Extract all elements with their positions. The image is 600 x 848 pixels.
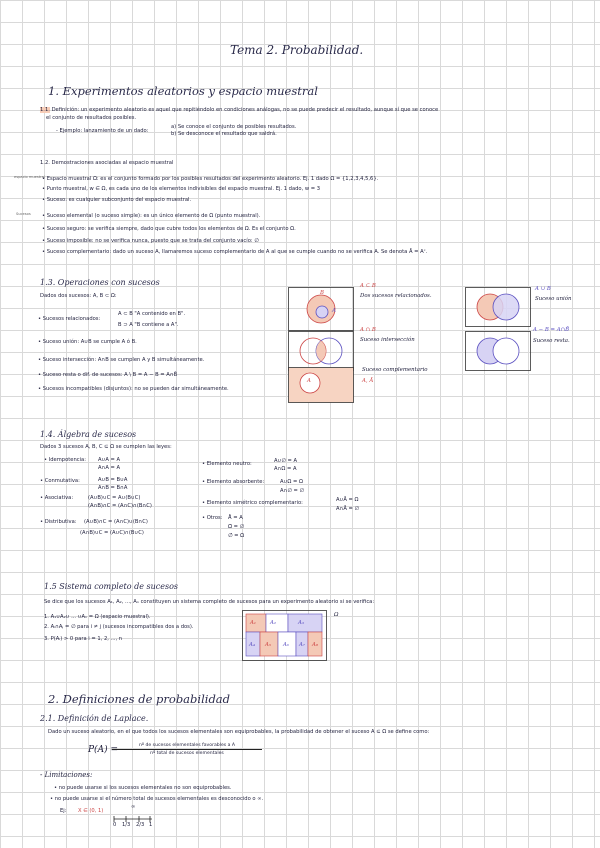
venn-caption-subset: A ⊂ B xyxy=(360,283,376,289)
partition-cell: A₃ xyxy=(298,620,305,626)
number-line-infinity: ∞ xyxy=(131,804,136,810)
subsection-1-2-heading: 1.2. Demostraciones asociadas al espacio muestral xyxy=(40,160,174,166)
subsection-2-1-heading xyxy=(40,714,148,723)
page-title: Tema 2. Probabilidad. xyxy=(230,43,364,57)
venn-caption-difference: Suceso resta. xyxy=(533,338,570,344)
venn-caption-union: Suceso unión xyxy=(535,296,572,302)
partition-cell: A₄ xyxy=(249,642,256,648)
algebra-intro: Dados 3 sucesos A, B, C ⊆ Ω se cumplen las leyes: xyxy=(40,444,172,450)
limitation-1: • no puede usarse si los sucesos elementales no son equiprobables. xyxy=(54,785,232,791)
venn-caption-difference-symbol: A − B = A∩B̄ xyxy=(533,327,570,333)
venn-complement-label-a: A xyxy=(307,378,311,384)
intersection-definition: • Suceso intersección: A∩B se cumplen A y B simultáneamente. xyxy=(38,357,205,363)
venn-caption-related: Dos sucesos relacionados. xyxy=(360,293,432,299)
law-distributive-2: (A∩B)∪C = (A∪C)∩(B∪C) xyxy=(80,530,144,536)
limitation-2: • no puede usarse si el número total de sucesos elementales es desconocido o ∞. xyxy=(50,796,264,802)
example-label: - Ejemplo: lanzamiento de un dado: xyxy=(56,128,149,134)
union-definition: • Suceso unión: A∪B se cumple A ó B. xyxy=(38,339,137,345)
definition-line-1: Definición: un experimento aleatorio es aquel que repitiéndolo en condiciones análogas, no se puede predecir el resultado, aunque sí que se conoce xyxy=(51,107,439,113)
list-item: • Suceso complementario: dado un suceso A, llamaremos suceso complementario de A al que se cumple cuando no se verifica A. Se denota Ā = Aᶜ. xyxy=(42,249,428,255)
laplace-numerator: nº de sucesos elementales favorables a A xyxy=(138,743,236,748)
law-associative-2: (A∩B)∩C = (A∩C)∩(B∩C) xyxy=(88,503,152,509)
example-b: b) Se desconoce el resultado que saldrá. xyxy=(171,131,277,137)
venn-intersection-diagram xyxy=(288,331,354,371)
law-commutative: • Conmutativa: xyxy=(40,478,80,484)
venn-complement-diagram xyxy=(288,367,354,403)
venn-union-diagram xyxy=(465,287,531,327)
law-absorbing-1: A∪Ω = Ω xyxy=(280,479,303,485)
law-associative: • Asociativa: xyxy=(40,495,74,501)
subsection-1-3-heading: 1.3. Operaciones con sucesos xyxy=(40,278,160,287)
venn-caption-complement: Suceso complementario xyxy=(362,367,428,373)
partition-omega-label: Ω xyxy=(334,612,339,618)
section-1-heading: 1. Experimentos aleatorios y espacio muestral xyxy=(48,84,318,98)
subsection-2-1-title: 2.1. Definición de Laplace. xyxy=(40,714,149,723)
list-item: • Suceso imposible: no se verifica nunca, puesto que se trata del conjunto vacío: ∅ xyxy=(42,238,259,244)
law-neutral-2: A∩Ω = A xyxy=(274,466,297,472)
number-line-tick: 1 xyxy=(149,822,153,828)
complete-system-condition-1: 1. A₁∪A₂∪ ... ∪Aₙ = Ω (espacio muestral). xyxy=(44,614,151,620)
law-others: • Otros: xyxy=(202,515,223,521)
partition-diagram xyxy=(242,610,332,662)
margin-note-sucesos: Sucesos xyxy=(16,212,31,216)
definition-line-2: el conjunto de resultados posibles. xyxy=(46,115,137,121)
law-associative-1: (A∪B)∪C = A∪(B∪C) xyxy=(88,495,141,501)
partition-cell: A₆ xyxy=(283,642,290,648)
venn-difference-diagram xyxy=(465,331,531,371)
law-absorbing: • Elemento absorbente: xyxy=(202,479,265,485)
law-neutral: • Elemento neutro: xyxy=(202,461,252,467)
list-item: • Punto muestral, w ∈ Ω, es cada uno de los elementos indivisibles del espacio muestral. Ej. 1 dado, w = 3 xyxy=(42,186,321,192)
partition-cell: A₂ xyxy=(270,620,277,626)
law-others-3: ∅̄ = Ω xyxy=(228,533,245,539)
law-symmetric-2: A∩Ā = ∅ xyxy=(336,506,360,512)
complete-system-intro: Se dice que los sucesos A₁, A₂, ..., Aₙ constituyen un sistema completo de sucesos para un experimento aleatorio si se verifica: xyxy=(44,599,375,605)
law-idempotence-1: A∪A = A xyxy=(98,457,121,463)
partition-cell: A₁ xyxy=(250,620,257,626)
law-commutative-1: A∪B = B∪A xyxy=(98,477,128,483)
venn-label-a: A xyxy=(332,308,336,314)
law-neutral-1: A∪∅ = A xyxy=(274,458,298,464)
venn-caption-union-symbol: A ∪ B xyxy=(535,286,551,292)
limitations-heading: - Limitaciones: xyxy=(40,771,93,779)
law-distributive-1: (A∪B)∩C = (A∩C)∪(B∩C) xyxy=(84,519,148,525)
example-a: a) Se conoce el conjunto de posibles resultados. xyxy=(171,124,297,130)
fraction-bar xyxy=(112,749,262,750)
law-others-2: Ω̄ = ∅ xyxy=(228,524,245,530)
list-item: • Espacio muestral Ω: es el conjunto formado por los posibles resultados del experimento aleatorio. Ej. 1 dado Ω = {1,2,3,4,5,6}. xyxy=(42,176,379,182)
incompatible-definition: • Sucesos incompatibles (disjuntos): no se pueden dar simultáneamente. xyxy=(38,386,229,392)
venn-label-b: B xyxy=(320,290,324,296)
law-absorbing-2: A∩∅ = ∅ xyxy=(280,488,305,494)
example-label-2: Ej: xyxy=(60,808,67,814)
law-others-1: Ā̄ = A xyxy=(228,515,243,521)
related-sets-1: A ⊂ B "A contenido en B". xyxy=(118,311,186,317)
list-item: • Suceso: es cualquier subconjunto del espacio muestral. xyxy=(42,197,192,203)
venn-caption-complement-symbol: A, Ā xyxy=(362,378,374,384)
subsection-1-4-heading: 1.4. Álgebra de sucesos xyxy=(40,430,137,439)
laplace-denominator: nº total de sucesos elementales xyxy=(150,751,224,756)
list-item: • Suceso elemental (o suceso simple): es un único elemento de Ω (punto muestral). xyxy=(42,213,261,219)
subsection-number: 1.1. xyxy=(40,107,50,113)
partition-cell: A₈ xyxy=(312,642,319,648)
difference-definition: • Suceso resta o dif. de sucesos: A \ B = A − B = A∩B̄ xyxy=(38,372,178,378)
law-symmetric-1: A∪Ā = Ω xyxy=(336,497,359,503)
partition-cell: A₇ xyxy=(299,642,306,648)
venn-caption-intersection-symbol: A ∩ B xyxy=(360,327,376,333)
margin-note-espacio: espacio muestral xyxy=(14,175,45,179)
laplace-formula-lhs: P(A) = xyxy=(88,745,118,755)
list-item: • Suceso seguro: se verifica siempre, dado que cubre todos los elementos de Ω. Es el conjunto Ω. xyxy=(42,226,296,232)
law-distributive: • Distributiva: xyxy=(40,519,77,525)
related-sets-2: B ⊃ A "B contiene a A". xyxy=(118,322,179,328)
venn-caption-intersection: Suceso intersección xyxy=(360,337,415,343)
section-2-heading: 2. Definiciones de probabilidad xyxy=(48,692,231,706)
law-symmetric: • Elemento simétrico complementario: xyxy=(202,500,303,506)
partition-cell: A₅ xyxy=(265,642,272,648)
number-line-tick: 2/3 xyxy=(136,822,145,828)
related-sets-label: • Sucesos relacionados: xyxy=(38,316,101,322)
laplace-fraction xyxy=(112,743,262,756)
number-line-tick: 0 xyxy=(113,822,117,828)
example-interval: X ∈ (0, 1) xyxy=(78,808,104,814)
number-line-tick: 1/3 xyxy=(122,822,131,828)
subsection-1-5-heading: 1.5 Sistema completo de sucesos xyxy=(44,582,179,591)
laplace-definition: Dado un suceso aleatorio, en el que todos los sucesos elementales son equiprobables, la probabilidad de obtener el suceso A ⊆ Ω se define como: xyxy=(48,729,430,735)
law-idempotence-2: A∩A = A xyxy=(98,465,121,471)
complete-system-condition-3: 3. P(Aᵢ) > 0 para i = 1, 2, ..., n xyxy=(44,636,123,642)
definition-1-1 xyxy=(40,107,438,114)
operations-intro: Dados dos sucesos: A, B ⊂ Ω: xyxy=(40,293,117,299)
law-commutative-2: A∩B = B∩A xyxy=(98,485,128,491)
law-idempotence: • Idempotencia: xyxy=(44,457,86,463)
complete-system-condition-2: 2. Aᵢ∩Aⱼ = ∅ para i ≠ j (sucesos incompatibles dos a dos). xyxy=(44,624,194,630)
